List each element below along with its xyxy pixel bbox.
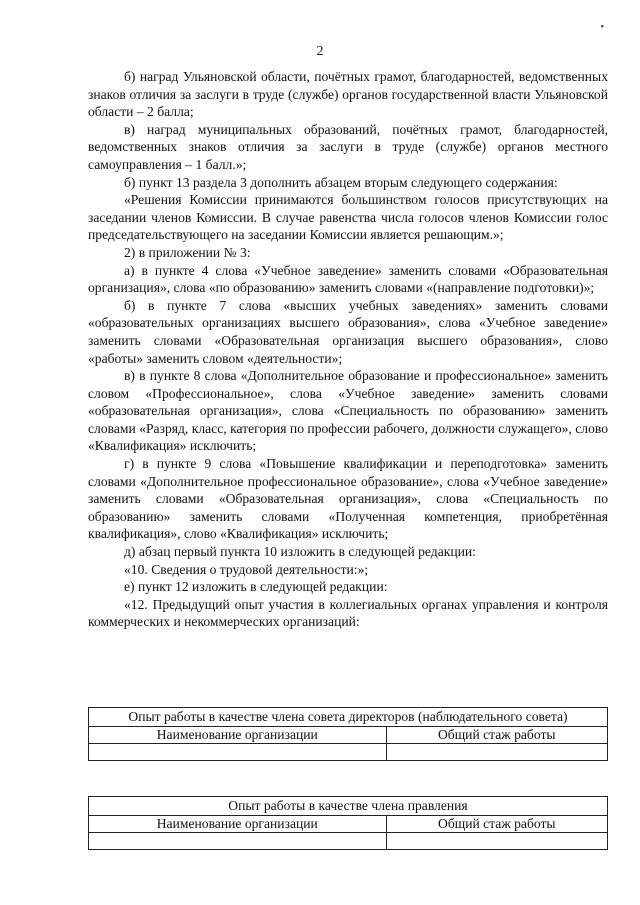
paragraph: д) абзац первый пункта 10 изложить в следующей редакции:	[124, 544, 476, 560]
column-header-experience: Общий стаж работы	[386, 816, 607, 833]
scan-mark: •	[600, 22, 604, 33]
paragraph: е) пункт 12 изложить в следующей редакции:	[124, 579, 388, 595]
empty-cell	[89, 833, 387, 850]
table-row	[89, 744, 608, 761]
document-body	[88, 68, 608, 631]
paragraph: б) в пункте 7 слова «высших учебных заведениях» заменить словами «образовательных организациях высшего образования», слова «Учебное заведение» заменить словами «Образовательная организация высшего образования», слово «работы» заменить словом «деятельности»;	[88, 297, 608, 366]
paragraph: «10. Сведения о трудовой деятельности:»;	[124, 561, 369, 577]
paragraph: б) наград Ульяновской области, почётных грамот, благодарностей, ведомственных знаков отличия за заслуги в труде (службе) органов государственной власти Ульяновской области – 2 балла;	[88, 69, 608, 120]
paragraph: в) наград муниципальных образований, почётных грамот, благодарностей, ведомственных знаков отличия за заслуги в труде (службе) органов местного самоуправления – 1 балл.»;	[88, 121, 608, 172]
paragraph: 2) в приложении № 3:	[124, 244, 251, 260]
column-header-organization: Наименование организации	[89, 727, 387, 744]
table-row	[89, 833, 608, 850]
paragraph: а) в пункте 4 слова «Учебное заведение» заменить словами «Образовательная организация», слова «по образованию» заменить словами «(направление подготовки)»;	[88, 262, 608, 296]
paragraph: б) пункт 13 раздела 3 дополнить абзацем вторым следующего содержания:	[124, 174, 558, 190]
column-header-organization: Наименование организации	[89, 816, 387, 833]
paragraph: «12. Предыдущий опыт участия в коллегиальных органах управления и контроля коммерческих и некоммерческих организаций:	[88, 596, 608, 630]
paragraph: в) в пункте 8 слова «Дополнительное образование и профессиональное» заменить словом «Профессиональное», слова «Учебное заведение» заменить словами «образовательная организация», слова «Специальность по образованию» заменить словами «Разряд, класс, категория по профессии рабочего, должности служащего», слово «Квалификация» исключить;	[88, 368, 608, 454]
empty-cell	[89, 744, 387, 761]
empty-cell	[386, 833, 607, 850]
table-caption: Опыт работы в качестве члена правления	[89, 797, 608, 816]
paragraph: «Решения Комиссии принимаются большинством голосов присутствующих на заседании членов Комиссии. В случае равенства числа голосов членов Комиссии голос председательствующего на заседании Комиссии является решающим.»;	[88, 192, 608, 243]
empty-cell	[386, 744, 607, 761]
column-header-experience: Общий стаж работы	[386, 727, 607, 744]
board-of-directors-table	[88, 707, 608, 761]
paragraph: г) в пункте 9 слова «Повышение квалификации и переподготовка» заменить словами «Дополнительное профессиональное образование», слова «Учебное заведение» заменить словами «Образовательная организация», слова «Специальность по образованию» заменить словами «Полученная компетенция, приобретённая квалификация», слово «Квалификация» исключить;	[88, 456, 608, 542]
table-caption: Опыт работы в качестве члена совета директоров (наблюдательного совета)	[89, 708, 608, 727]
page-number: 2	[316, 44, 324, 59]
management-board-table	[88, 796, 608, 850]
